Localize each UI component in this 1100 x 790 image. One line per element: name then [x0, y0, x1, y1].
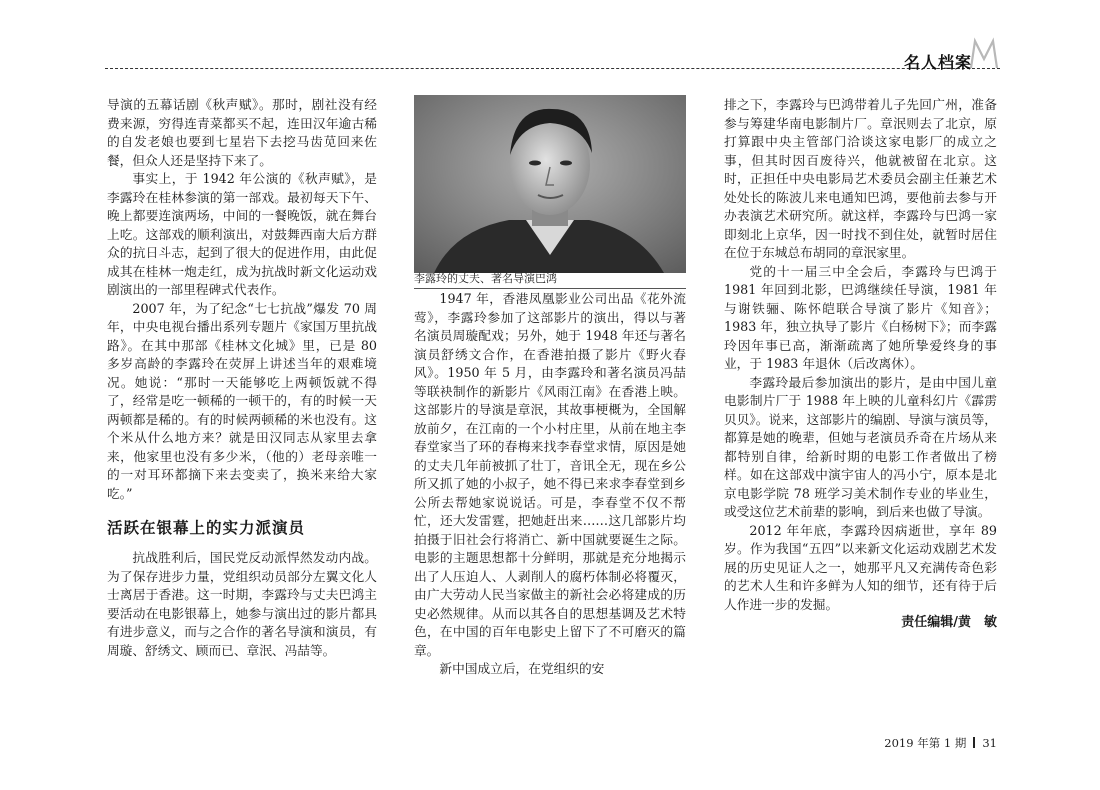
header-rule [105, 68, 1000, 69]
section-title: 名人档案 [903, 53, 972, 72]
page-footer [884, 735, 997, 751]
paragraph: 导演的五幕话剧《秋声赋》。那时，剧社没有经费来源，穷得连青菜都买不起，连田汉年逾古稀的自发老娘也要到七星岩下去挖马齿苋回来佐餐，但众人还是坚持下来了。 [107, 97, 377, 168]
paragraph: 排之下，李露玲与巴鸿带着儿子先回广州，准备参与筹建华南电影制片厂。章泯则去了北京，原打算跟中央主管部门洽谈这家电影厂的成立之事，但其时因百废待兴，他就被留在北京。这时，正担任中央电影局艺术委员会副主任兼艺术处处长的陈波儿来电通知巴鸿，要他前去参与开办表演艺术研究所。就这样，李露玲与巴鸿一家即刻北上京华，因一时找不到住处，就暂时居住在位于东城总布胡同的章泯家里。 [724, 97, 997, 260]
m-letter-icon [968, 37, 1000, 71]
page-number: 31 [982, 736, 997, 750]
footer-divider [973, 737, 975, 748]
section-heading: 活跃在银幕上的实力派演员 [107, 519, 306, 537]
paragraph: 抗战胜利后，国民党反动派悍然发动内战。为了保存进步力量，党组织动员部分左翼文化人士离居于香港。这一时期，李露玲与丈夫巴鸿主要活动在电影银幕上，她参与演出过的影片都具有进步意义，而与之合作的著名导演和演员，有周璇、舒绣文、顾而已、章泯、冯喆等。 [107, 550, 377, 658]
paragraph: 1947 年，香港凤凰影业公司出品《花外流莺》，李露玲参加了这部影片的演出，得以与著名演员周璇配戏；另外，她于 1948 年还与著名演员舒绣文合作，在香港拍摄了影片《野火春风》。1950 年 5 月，由李露玲和著名演员冯喆等联袂制作的新影片《风雨江南》在香港上映。这部影片的导演是章泯，其故事梗概为，全国解放前夕，在江南的一个小村庄里，从前在地主李春堂家当了环的春梅来找李春堂求情，原因是她的丈夫几年前被抓了壮丁，音讯全无，现在乡公所又抓了她的小叔子，她不得已来求李春堂到乡公所去帮她家说说话。可是，李春堂不仅不帮忙，还大发雷霆，把她赶出来……这几部影片均拍摄于旧社会行将消亡、新中国就要诞生之际。电影的主题思想都十分鲜明，那就是充分地揭示出了人压迫人、人剥削人的腐朽体制必将覆灭，由广大劳动人民当家做主的新社会必将建成的历史必然规律。从而以其各自的思想基调及艺术特色，在中国的百年电影史上留下了不可磨灭的篇章。 [414, 291, 686, 658]
photo-caption: 李露玲的丈夫、著名导演巴鸿 [414, 270, 686, 289]
paragraph: 李露玲最后参加演出的影片，是由中国儿童电影制片厂于 1988 年上映的儿童科幻片《霹雳贝贝》。说来，这部影片的编剧、导演与演员等，都算是她的晚辈，但她与老演员乔奇在片场从来都特别自律，给新时期的电影工作者做出了榜样。如在这部戏中演宇宙人的冯小宁，原本是北京电影学院 78 班学习美术制作专业的毕业生，或受这位艺术前辈的影响，到后来也做了导演。 [724, 374, 997, 519]
paragraph: 事实上，于 1942 年公演的《秋声赋》，是李露玲在桂林参演的第一部戏。最初每天下午、晚上都要连演两场，中间的一餐晚饭，就在舞台上吃。这部戏的顺利演出，对鼓舞西南大后方群众的抗日斗志，起到了很大的促进作用，由此促成其在桂林一炮走红，成为抗战时新文化运动戏剧演出的一部里程碑式代表作。 [107, 171, 377, 297]
text-column-2 [414, 290, 686, 679]
editor-credit: 责任编辑/黄 敏 [901, 615, 997, 630]
issue-label: 2019 年第 1 期 [884, 736, 967, 750]
paragraph: 2012 年年底，李露玲因病逝世，享年 89 岁。作为我国“五四”以来新文化运动戏剧艺术发展的历史见证人之一，她那平凡又充满传奇色彩的艺术人生和许多鲜为人知的细节，还有待于后人作进一步的发掘。 [724, 522, 997, 612]
text-column-1 [107, 96, 377, 660]
paragraph: 2007 年，为了纪念“七七抗战”爆发 70 周年，中央电视台播出系列专题片《家国万里抗战路》。在其中那部《桂林文化城》里，已是 80 多岁高龄的李露玲在荧屏上讲述当年的艰难境况。她说：“那时一天能够吃上两顿饭就不得了，经常是吃一顿稀的一顿干的，有的时候一天两顿都是稀的。有的时候两顿稀的米也没有。这个米从什么地方来？就是田汉同志从家里去拿来，他家里也没有多少米，（他的）老母亲唯一的一对耳环都摘下来去变卖了，换米来给大家吃。” [107, 300, 377, 501]
text-column-3 [724, 96, 997, 633]
portrait-photo [414, 95, 686, 273]
paragraph: 新中国成立后，在党组织的安 [439, 661, 605, 676]
paragraph: 党的十一届三中全会后，李露玲与巴鸿于 1981 年回到北影，巴鸿继续任导演，1981 年与谢铁骊、陈怀皑联合导演了影片《知音》；1983 年，独立执导了影片《白杨树下》；而李露玲因年事已高，渐渐疏离了她所挚爱终身的事业，于 1983 年退休（后改离休）。 [724, 263, 997, 371]
